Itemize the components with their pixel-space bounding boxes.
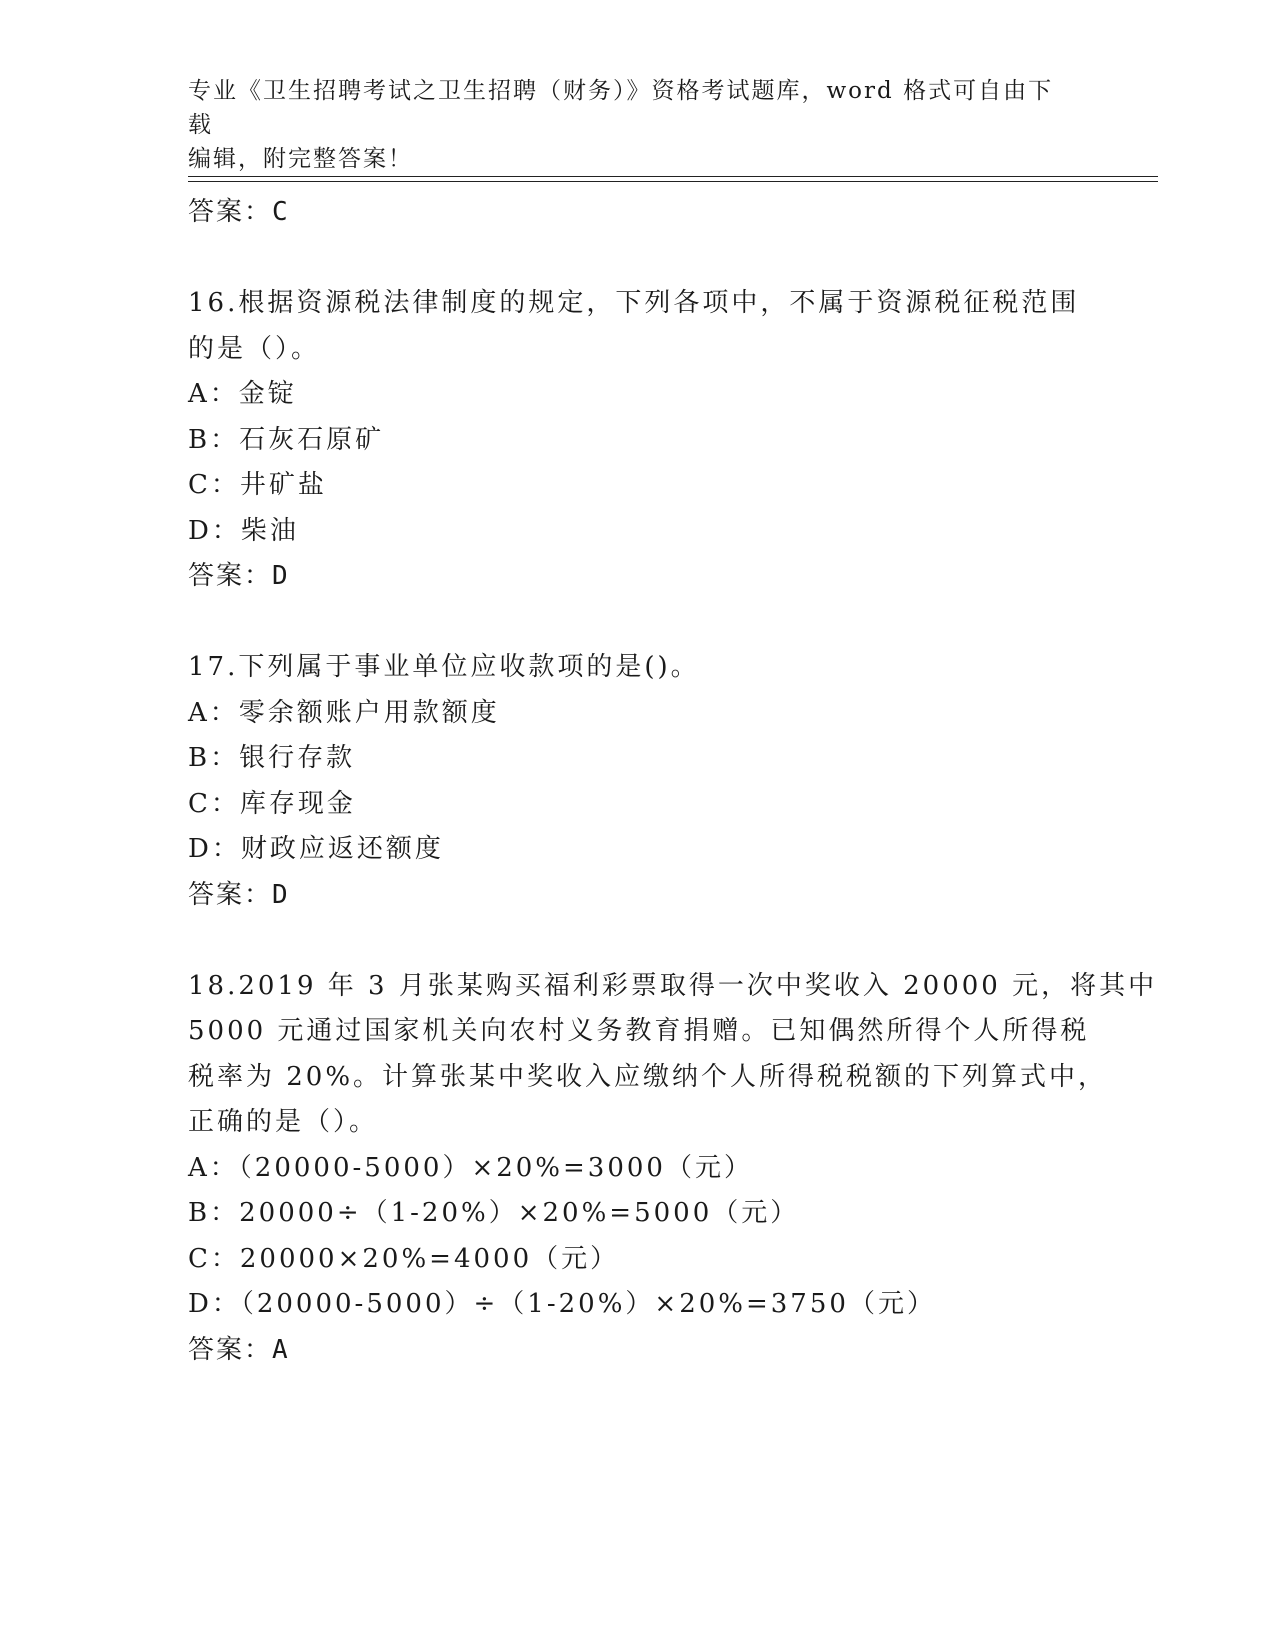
answer-label: 答案： bbox=[188, 561, 273, 591]
answer-value: A bbox=[272, 1334, 290, 1365]
header-line-2: 编辑，附完整答案！ bbox=[188, 146, 413, 172]
option-d: D：财政应返还额度 bbox=[188, 834, 444, 864]
question-text-line: 17.下列属于事业单位应收款项的是()。 bbox=[188, 652, 700, 682]
option-b: B：石灰石原矿 bbox=[188, 424, 385, 455]
question-text-line: 16.根据资源税法律制度的规定，下列各项中，不属于资源税征税范围 bbox=[188, 288, 1080, 318]
answer-line bbox=[188, 1328, 1088, 1374]
answer-value: D bbox=[272, 879, 290, 910]
question-text-line: 税率为 20%。计算张某中奖收入应缴纳个人所得税税额的下列算式中， bbox=[188, 1061, 1108, 1092]
answer-value: D bbox=[272, 561, 290, 591]
option-c: C：库存现金 bbox=[188, 788, 356, 819]
question-list bbox=[188, 190, 1158, 1373]
header-divider bbox=[188, 176, 1158, 182]
header-line-1: 专业《卫生招聘考试之卫生招聘（财务）》资格考试题库，word 格式可自由下载 bbox=[188, 78, 1054, 138]
option-d: D：（20000-5000）÷（1-20%）×20%=3750（元） bbox=[188, 1289, 936, 1319]
document-header bbox=[188, 74, 1068, 176]
question-16 bbox=[188, 281, 1088, 600]
question-text-line: 的是（）。 bbox=[188, 333, 321, 364]
answer-value: C bbox=[272, 197, 290, 227]
option-b: B：银行存款 bbox=[188, 743, 356, 773]
option-a: A：金锭 bbox=[188, 379, 297, 409]
question-18 bbox=[188, 964, 1158, 1374]
answer-line bbox=[188, 554, 1088, 600]
question-17 bbox=[188, 645, 1088, 918]
option-c: C：20000×20%=4000（元） bbox=[188, 1243, 620, 1274]
answer-label: 答案： bbox=[188, 1334, 273, 1365]
answer-label: 答案： bbox=[188, 879, 273, 910]
option-b: B：20000÷（1-20%）×20%=5000（元） bbox=[188, 1198, 800, 1228]
option-a: A：（20000-5000）×20%=3000（元） bbox=[188, 1152, 753, 1183]
option-d: D：柴油 bbox=[188, 515, 299, 546]
option-c: C：井矿盐 bbox=[188, 470, 327, 500]
previous-answer bbox=[188, 190, 1088, 236]
question-text-line: 18.2019 年 3 月张某购买福利彩票取得一次中奖收入 20000 元，将其中 bbox=[188, 970, 1158, 1001]
answer-label: 答案： bbox=[188, 197, 273, 227]
question-text-line: 正确的是（）。 bbox=[188, 1107, 379, 1137]
question-text-line: 5000 元通过国家机关向农村义务教育捐赠。已知偶然所得个人所得税 bbox=[188, 1016, 1090, 1046]
option-a: A：零余额账户用款额度 bbox=[188, 697, 500, 728]
answer-line bbox=[188, 873, 1088, 919]
